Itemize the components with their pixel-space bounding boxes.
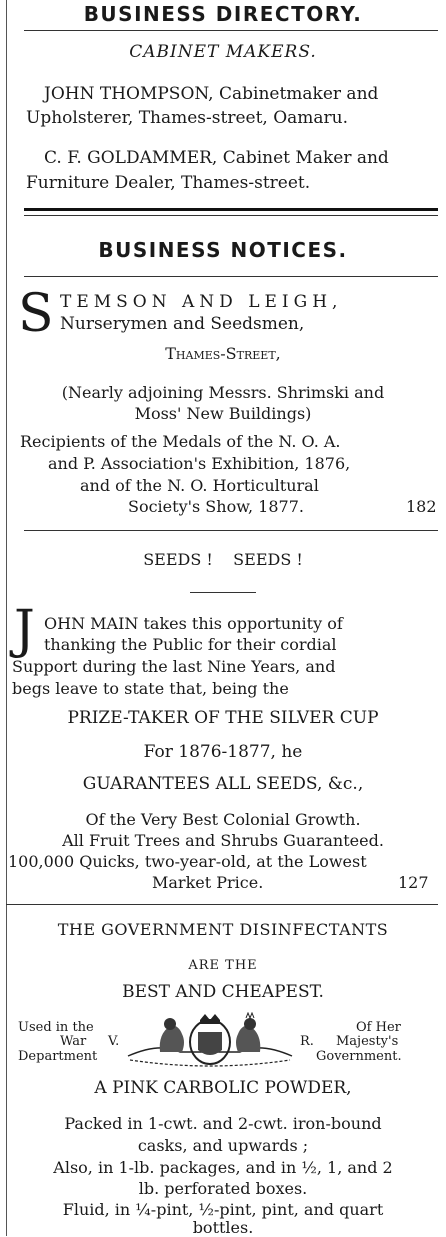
right-caption: Of Her — [356, 1020, 401, 1035]
years-line: For 1876-1877, he — [143, 742, 303, 762]
product-detail: lb. perforated boxes. — [138, 1179, 308, 1198]
left-caption: War — [60, 1034, 87, 1049]
firm-trade: Nurserymen and Seedsmen, — [60, 314, 305, 334]
divider-thick — [24, 208, 438, 211]
product-detail: Also, in 1-lb. packages, and in ½, 1, and 2 — [53, 1158, 393, 1177]
right-caption: Government. — [316, 1049, 402, 1064]
ad-number: 182 — [406, 497, 437, 516]
firm-location: Moss' New Buildings) — [134, 404, 312, 423]
column-rule — [6, 0, 7, 1236]
divider — [24, 276, 438, 277]
product-detail: Fluid, in ¼-pint, ½-pint, pint, and quart — [62, 1200, 384, 1219]
govt-best: BEST AND CHEAPEST. — [122, 982, 324, 1002]
firm-awards: Society's Show, 1877. — [128, 497, 304, 516]
firm-name: TEMSON AND LEIGH, — [60, 292, 343, 312]
product-detail: Packed in 1-cwt. and 2-cwt. iron-bound — [64, 1114, 382, 1133]
seeds-heading: SEEDS ! SEEDS ! — [143, 550, 303, 569]
royal-arms-icon — [120, 1012, 300, 1070]
notices-heading: BUSINESS NOTICES. — [98, 238, 348, 262]
entry-line: Upholsterer, Thames-street, Oamaru. — [26, 108, 349, 128]
firm-awards: and of the N. O. Horticultural — [80, 476, 319, 495]
product-detail: bottles. — [192, 1218, 254, 1237]
govt-subtitle: ARE THE — [188, 958, 258, 973]
right-caption: R. — [300, 1034, 314, 1049]
govt-title: THE GOVERNMENT DISINFECTANTS — [57, 920, 389, 939]
product-detail: casks, and upwards ; — [137, 1136, 309, 1155]
notice-text: Of the Very Best Colonial Growth. — [85, 810, 361, 829]
divider — [6, 904, 438, 905]
short-rule — [190, 592, 256, 593]
entry-line: JOHN THOMPSON, Cabinetmaker and — [44, 84, 379, 104]
right-caption: Majesty's — [336, 1034, 399, 1049]
firm-awards: and P. Association's Exhibition, 1876, — [48, 454, 351, 473]
entry-line: C. F. GOLDAMMER, Cabinet Maker and — [44, 148, 389, 168]
firm-location: (Nearly adjoining Messrs. Shrimski and — [61, 383, 385, 402]
notice-text: Market Price. — [152, 873, 264, 892]
notice-text: thanking the Public for their cordial — [44, 635, 337, 654]
product-title: A PINK CARBOLIC POWDER, — [94, 1078, 352, 1098]
divider — [24, 530, 438, 531]
directory-heading: BUSINESS DIRECTORY. — [83, 2, 363, 26]
drop-cap: J — [14, 600, 35, 660]
prize-line: PRIZE-TAKER OF THE SILVER CUP — [67, 708, 379, 728]
firm-awards: Recipients of the Medals of the N. O. A. — [20, 432, 341, 451]
notice-text: begs leave to state that, being the — [12, 679, 289, 698]
entry-line: Furniture Dealer, Thames-street. — [26, 173, 311, 193]
divider — [24, 30, 438, 31]
section-title: CABINET MAKERS. — [129, 42, 317, 62]
notice-text: Support during the last Nine Years, and — [12, 657, 336, 676]
notice-text: 100,000 Quicks, two-year-old, at the Lowest — [8, 852, 367, 871]
firm-street: Thames-Street, — [165, 344, 281, 363]
guarantee-line: GUARANTEES ALL SEEDS, &c., — [82, 774, 364, 794]
drop-cap: S — [18, 284, 54, 344]
divider — [24, 215, 438, 216]
left-caption: V. — [108, 1034, 120, 1049]
notice-text: OHN MAIN takes this opportunity of — [44, 614, 343, 633]
ad-number: 127 — [398, 873, 429, 892]
notice-text: All Fruit Trees and Shrubs Guaranteed. — [62, 831, 384, 850]
left-caption: Used in the — [18, 1020, 94, 1035]
left-caption: Department — [18, 1049, 98, 1064]
